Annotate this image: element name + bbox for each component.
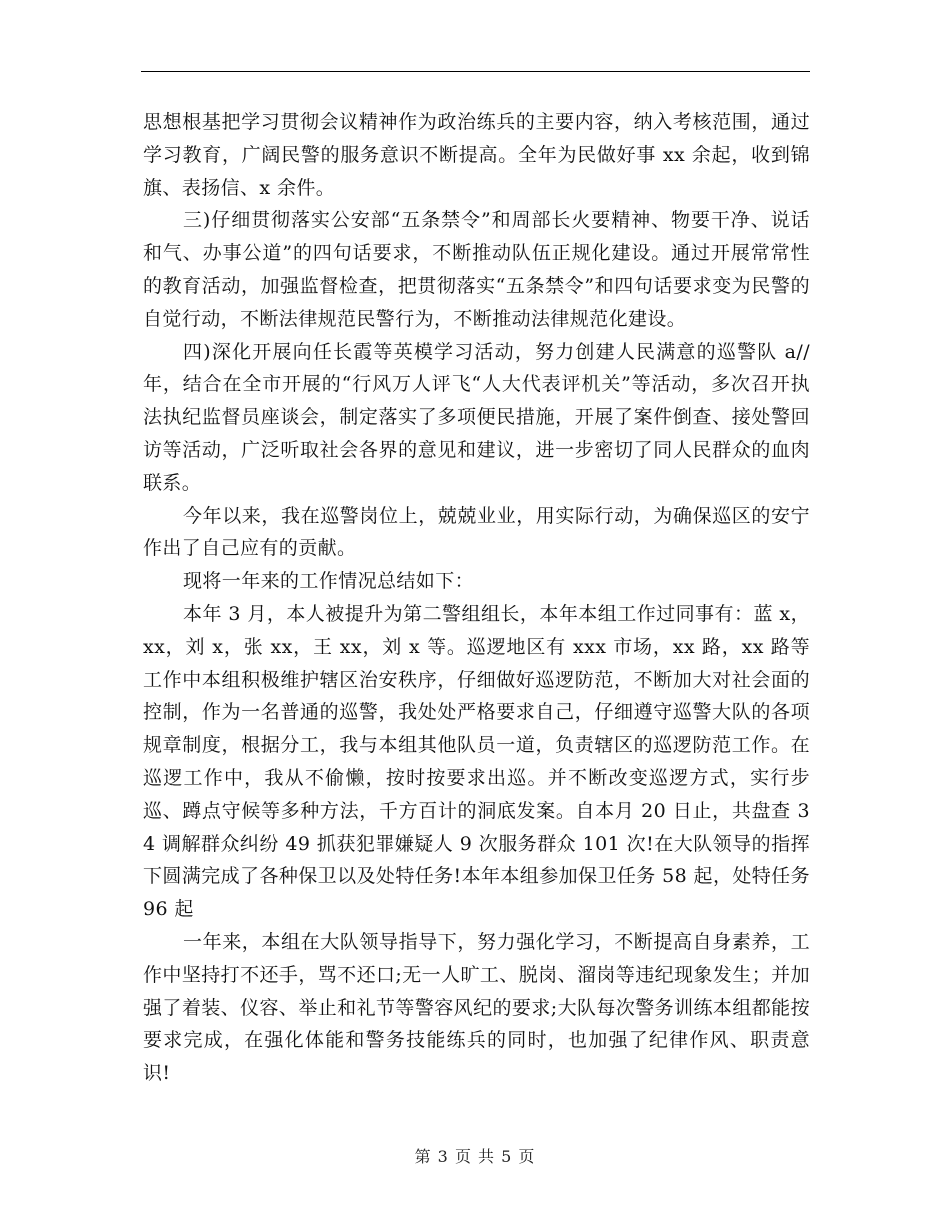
- paragraph-5: 现将一年来的工作情况总结如下：: [183, 570, 475, 593]
- document-body: [143, 106, 810, 1090]
- paragraph-3: 四)深化开展向任长霞等英模学习活动，努力创建人民满意的巡警队 a//年，结合在全市开展的“行风万人评飞“人大代表评机关”等活动，多次召开执法执纪监督员座谈会，制定落实了多项便民措施，开展了案件倒查、接处警回访等活动，广泛听取社会各界的意见和建议，进一步密切了同人民群众的血肉联系。: [143, 340, 810, 494]
- header-rule: [141, 71, 810, 72]
- paragraph-6: 本年 3 月，本人被提升为第二警组组长，本年本组工作过同事有：蓝 x，xx，刘 x，张 xx，王 xx，刘 x 等。巡逻地区有 xxx 市场，xx 路，xx 路等工作中本组积极维护辖区治安秩序，仔细做好巡逻防范，不断加大对社会面的控制，作为一名普通的巡警，我处处严格要求自己，仔细遵守巡警大队的各项规章制度，根据分工，我与本组其他队员一道，负责辖区的巡逻防范工作。在巡逻工作中，我从不偷懒，按时按要求出巡。并不断改变巡逻方式，实行步巡、蹲点守候等多种方法，千方百计的洞底发案。自本月 20 日止，共盘查 34 调解群众纠纷 49 抓获犯罪嫌疑人 9 次服务群众 101 次!在大队领导的指挥下圆满完成了各种保卫以及处特任务!本年本组参加保卫任务 58 起，处特任务 96 起: [143, 602, 810, 921]
- paragraph-4: 今年以来，我在巡警岗位上，兢兢业业，用实际行动，为确保巡区的安宁作出了自己应有的贡献。: [143, 504, 810, 560]
- paragraph-2: 三)仔细贯彻落实公安部“五条禁令”和周部长火要精神、物要干净、说话和气、办事公道”的四句话要求，不断推动队伍正规化建设。通过开展常常性的教育活动，加强监督检查，把贯彻落实“五条禁令”和四句话要求变为民警的自觉行动，不断法律规范民警行为，不断推动法律规范化建设。: [143, 209, 810, 330]
- paragraph-7: 一年来，本组在大队领导指导下，努力强化学习，不断提高自身素养，工作中坚持打不还手，骂不还口;无一人旷工、脱岗、溜岗等违纪现象发生；并加强了着装、仪容、举止和礼节等警容风纪的要求;大队每次警务训练本组都能按要求完成，在强化体能和警务技能练兵的同时，也加强了纪律作风、职责意识!: [143, 930, 810, 1085]
- page-number-footer: 第 3 页 共 5 页: [414, 1147, 536, 1166]
- paragraph-1: 思想根基把学习贯彻会议精神作为政治练兵的主要内容，纳入考核范围，通过学习教育，广阔民警的服务意识不断提高。全年为民做好事 xx 余起，收到锦旗、表扬信、x 余件。: [143, 111, 810, 199]
